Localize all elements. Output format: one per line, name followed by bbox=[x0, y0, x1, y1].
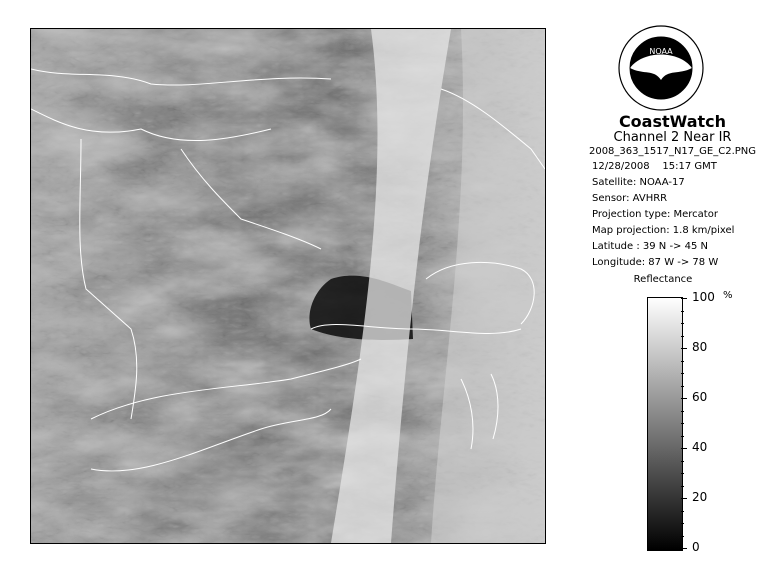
colorbar-unit: % bbox=[723, 290, 733, 301]
date-value: 12/28/2008 bbox=[592, 161, 650, 172]
filename: 2008_363_1517_N17_GE_C2.PNG bbox=[588, 146, 757, 157]
projection-type-line: Projection type: Mercator bbox=[592, 209, 718, 220]
colorbar-tick bbox=[681, 498, 687, 499]
colorbar-title: Reflectance bbox=[633, 274, 693, 285]
satellite-imagery-svg bbox=[31, 29, 545, 543]
satellite-image bbox=[30, 28, 546, 544]
colorbar-tick bbox=[681, 348, 687, 349]
sensor-line: Sensor: AVHRR bbox=[592, 193, 668, 204]
app-title: CoastWatch bbox=[618, 112, 727, 131]
colorbar-minor-tick bbox=[681, 386, 684, 387]
time-value: 15:17 GMT bbox=[662, 161, 717, 172]
longitude-line: Longitude: 87 W -> 78 W bbox=[592, 257, 719, 268]
logo-text: NOAA bbox=[649, 47, 673, 56]
colorbar-minor-tick bbox=[681, 323, 684, 324]
colorbar-minor-tick bbox=[681, 436, 684, 437]
colorbar-tick-label: 40 bbox=[692, 440, 708, 454]
colorbar-minor-tick bbox=[681, 336, 684, 337]
colorbar-tick-label: 20 bbox=[692, 490, 708, 504]
colorbar-minor-tick bbox=[681, 373, 684, 374]
colorbar-tick-label: 60 bbox=[692, 390, 708, 404]
colorbar-minor-tick bbox=[681, 536, 684, 537]
colorbar-tick-label: 80 bbox=[692, 340, 708, 354]
colorbar-minor-tick bbox=[681, 473, 684, 474]
colorbar-tick bbox=[681, 548, 687, 549]
noaa-logo bbox=[618, 25, 704, 111]
map-projection-line: Map projection: 1.8 km/pixel bbox=[592, 225, 735, 236]
colorbar-minor-tick bbox=[681, 311, 684, 312]
latitude-line: Latitude : 39 N -> 45 N bbox=[592, 241, 708, 252]
colorbar-minor-tick bbox=[681, 411, 684, 412]
colorbar bbox=[647, 297, 683, 551]
date-time bbox=[592, 161, 717, 172]
colorbar-tick-label: 0 bbox=[692, 540, 700, 554]
colorbar-tick bbox=[681, 398, 687, 399]
colorbar-minor-tick bbox=[681, 486, 684, 487]
colorbar-tick bbox=[681, 298, 687, 299]
colorbar-minor-tick bbox=[681, 461, 684, 462]
colorbar-minor-tick bbox=[681, 511, 684, 512]
noaa-logo-graphic bbox=[618, 25, 704, 111]
colorbar-minor-tick bbox=[681, 523, 684, 524]
satellite-line: Satellite: NOAA-17 bbox=[592, 177, 685, 188]
colorbar-minor-tick bbox=[681, 423, 684, 424]
colorbar-minor-tick bbox=[681, 361, 684, 362]
channel-subtitle: Channel 2 Near IR bbox=[613, 130, 732, 145]
colorbar-tick bbox=[681, 448, 687, 449]
colorbar-tick-label: 100 bbox=[692, 290, 715, 304]
